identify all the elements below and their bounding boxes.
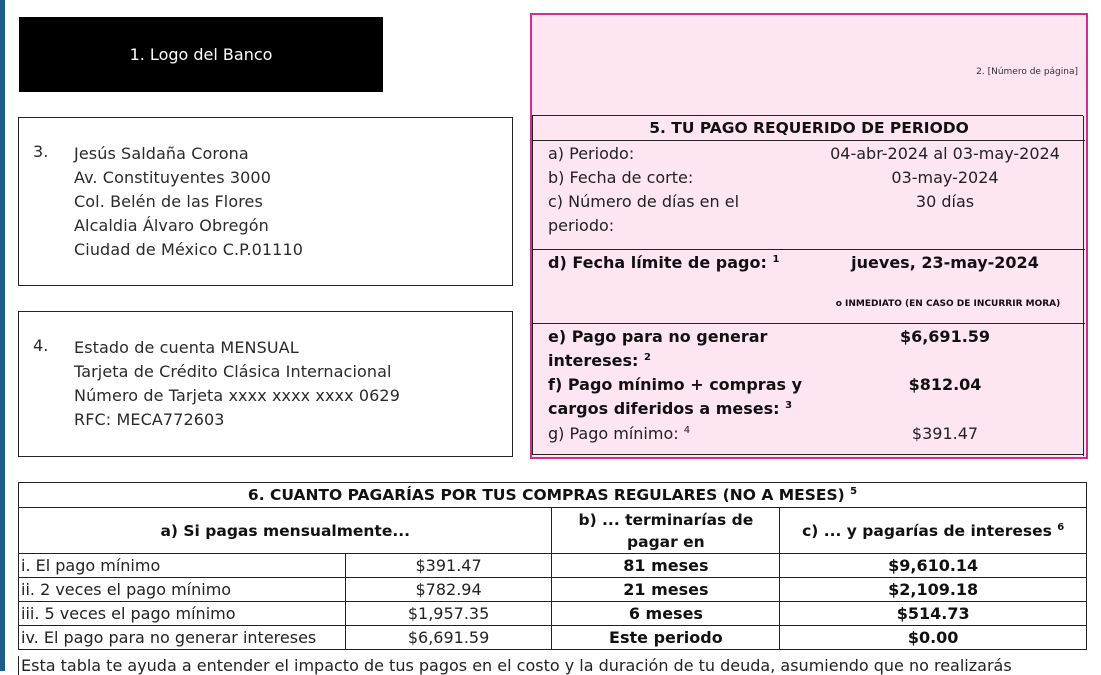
- row-amount: $391.47: [345, 554, 552, 578]
- address-line: Ciudad de México C.P.01110: [74, 240, 303, 259]
- limite-value: jueves, 23-may-2024: [851, 253, 1039, 272]
- address-box: [18, 117, 513, 286]
- minimo-value: $391.47: [911, 424, 979, 443]
- address-line: Jesús Saldaña Corona: [74, 144, 249, 163]
- min-msi-value: $812.04: [908, 375, 982, 394]
- address-line: Col. Belén de las Flores: [74, 192, 263, 211]
- table-row: [19, 554, 1087, 578]
- row-months: 21 meses: [552, 578, 780, 602]
- row-desc: i. El pago mínimo: [19, 554, 346, 578]
- left-edge-bar: [0, 0, 5, 671]
- minimo-label: g) Pago mínimo: $^4$: [548, 424, 691, 443]
- payment-title: 5. TU PAGO REQUERIDO DE PERIODO: [533, 116, 1085, 141]
- address-number: 3.: [33, 142, 49, 161]
- page-number: 2. [Número de página]: [976, 67, 1078, 77]
- address-line: Alcaldia Álvaro Obregón: [74, 216, 269, 235]
- row-months: 6 meses: [552, 602, 780, 626]
- table6-title: 6. CUANTO PAGARÍAS POR TUS COMPRAS REGULARES (NO A MESES) $^5$: [19, 483, 1087, 508]
- account-number: 4.: [33, 336, 49, 355]
- divider: [533, 323, 1085, 324]
- table6-footer-note: Esta tabla te ayuda a entender el impacto de tus pagos en el costo y la duración de tu deuda, asumiendo que no realizarás: [18, 656, 1087, 675]
- inmediato-note: o INMEDIATO (EN CASO DE INCURRIR MORA): [835, 299, 1061, 309]
- payment-scenarios-table: [18, 482, 1087, 650]
- no-interest-label: e) Pago para no generar intereses: $^2$: [548, 327, 768, 370]
- table-row: [19, 626, 1087, 650]
- address-line: Av. Constituyentes 3000: [74, 168, 271, 187]
- bank-logo: [19, 17, 383, 92]
- row-interest: $9,610.14: [780, 554, 1087, 578]
- row-amount: $1,957.35: [345, 602, 552, 626]
- table6-col-b: b) ... terminarías de pagar en: [552, 508, 780, 554]
- account-line: Número de Tarjeta xxxx xxxx xxxx 0629: [74, 386, 400, 405]
- row-months: Este periodo: [552, 626, 780, 650]
- row-months: 81 meses: [552, 554, 780, 578]
- row-interest: $0.00: [780, 626, 1087, 650]
- min-msi-label: f) Pago mínimo + compras y cargos diferidos a meses: $^3$: [548, 375, 803, 418]
- payment-table: [532, 115, 1083, 455]
- account-line: Estado de cuenta MENSUAL: [74, 338, 299, 357]
- account-box: [18, 311, 513, 457]
- account-lines: [74, 336, 400, 432]
- row-desc: ii. 2 veces el pago mínimo: [19, 578, 346, 602]
- row-interest: $514.73: [780, 602, 1087, 626]
- dias-label-line: c) Número de días en el: [548, 192, 740, 211]
- table-row: [19, 578, 1087, 602]
- table6-col-a: a) Si pagas mensualmente...: [19, 508, 552, 554]
- periodo-value: 04-abr-2024 al 03-may-2024: [830, 144, 1060, 163]
- corte-label: b) Fecha de corte:: [548, 168, 694, 187]
- account-line: Tarjeta de Crédito Clásica Internacional: [74, 362, 392, 381]
- row-amount: $782.94: [345, 578, 552, 602]
- row-desc: iv. El pago para no generar intereses: [19, 626, 346, 650]
- account-line: RFC: MECA772603: [74, 410, 225, 429]
- payment-panel: [530, 13, 1088, 459]
- table-row: [19, 602, 1087, 626]
- dias-value: 30 días: [915, 192, 975, 211]
- row-amount: $6,691.59: [345, 626, 552, 650]
- no-interest-value: $6,691.59: [899, 327, 991, 346]
- limite-label: d) Fecha límite de pago: $^1$: [548, 253, 780, 272]
- divider: [533, 249, 1085, 250]
- address-lines: [74, 142, 303, 262]
- row-interest: $2,109.18: [780, 578, 1087, 602]
- periodo-label: a) Periodo:: [548, 144, 635, 163]
- bank-logo-text: 1. Logo del Banco: [129, 45, 273, 64]
- corte-value: 03-may-2024: [891, 168, 999, 187]
- dias-label-line: periodo:: [548, 216, 615, 235]
- row-desc: iii. 5 veces el pago mínimo: [19, 602, 346, 626]
- dias-label: [548, 190, 739, 238]
- table6-col-c: c) ... y pagarías de intereses $^6$: [780, 508, 1087, 554]
